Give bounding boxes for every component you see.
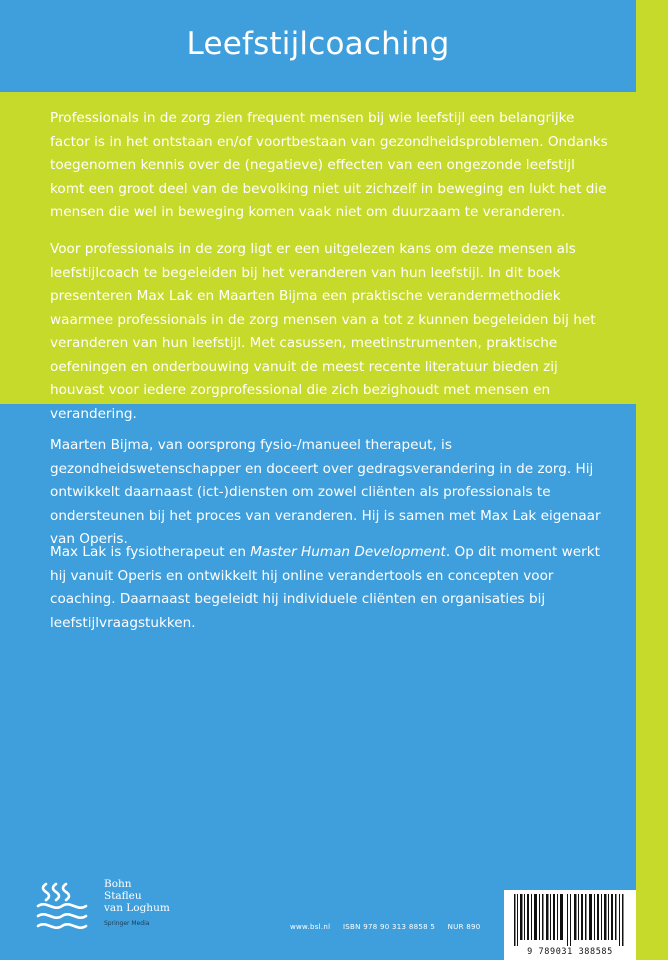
nur-text: NUR 890 bbox=[447, 923, 481, 931]
author-bio-lak bbox=[50, 541, 610, 635]
isbn-text: ISBN 978 90 313 8858 5 bbox=[342, 923, 436, 931]
bio-lak-text-1: Max Lak is fysiotherapeut en bbox=[50, 544, 251, 560]
book-metadata bbox=[290, 923, 491, 931]
summary-paragraph-1: Professionals in de zorg zien frequent mensen bij wie leefstijl een belangrijke factor is in het ontstaan en/of voortbestaan van gezondheidsproblemen. Ondanks toegenomen kennis over de (negatieve) effecten van een ongezonde leefstijl komt een groot deel van de bevolking niet uit zichzelf in beweging en lukt het die mensen die wel in beweging komen vaak niet om duurzaam te veranderen. bbox=[50, 110, 608, 220]
title-band bbox=[0, 0, 636, 92]
bio-lak-text-2: . Op dit moment werkt hij vanuit Operis en ontwikkelt hij online verandertools en concepten voor coaching. Daarnaast begeleidt hij individuele cliënten en organisaties bij leefstijlvraagstukken. bbox=[50, 544, 600, 631]
book-title: Leefstijlcoaching bbox=[186, 26, 450, 62]
bsl-logo-icon bbox=[32, 876, 94, 932]
author-bio-bijma: Maarten Bijma, van oorsprong fysio-/manueel therapeut, is gezondheidswetenschapper en doceert over gedragsverandering in de zorg. Hij ontwikkelt daarnaast (ict-)diensten om zowel cliënten als professionals te ondersteunen bij het proces van veranderen. Hij is samen met Max Lak eigenaar van Operis. bbox=[50, 437, 601, 547]
publisher-subtitle: Springer Media bbox=[104, 920, 150, 927]
publisher-line-1: Bohn bbox=[104, 878, 132, 890]
publisher-line-2: Stafleu bbox=[104, 890, 142, 902]
barcode-icon bbox=[512, 894, 628, 946]
website-text: www.bsl.nl bbox=[290, 923, 331, 931]
summary-paragraph-2: Voor professionals in de zorg ligt er een uitgelezen kans om deze mensen als leefstijlcoach te begeleiden bij het veranderen van hun leefstijl. In dit boek presenteren Max Lak en Maarten Bijma een praktische verandermethodiek waarmee professionals in de zorg mensen van a tot z kunnen begeleiden bij het veranderen van hun leefstijl. Met casussen, meetinstrumenten, praktische oefeningen en onderbouwing vanuit de meest recente literatuur bieden zij houvast voor iedere zorgprofessional die zich bezighoudt met mensen en verandering. bbox=[50, 241, 596, 422]
publisher-line-3: van Loghum bbox=[104, 902, 170, 914]
publisher-name bbox=[104, 878, 170, 930]
publisher-logo bbox=[32, 876, 182, 936]
bio-lak-degree: Master Human Development bbox=[250, 544, 446, 560]
barcode-number: 9 789031 388585 bbox=[527, 947, 613, 957]
barcode-panel bbox=[504, 890, 636, 960]
